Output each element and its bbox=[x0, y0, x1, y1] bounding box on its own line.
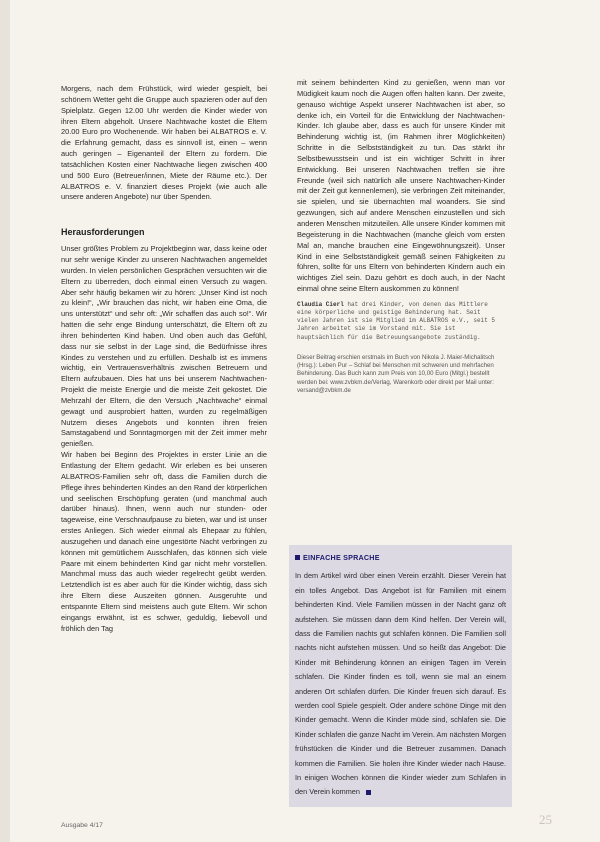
left-paragraph-2: Unser größtes Problem zu Projektbeginn war, dass keine oder nur sehr wenige Kinder zu unseren Nachtwachen angemeldet wurden. In vielen persönlichen Gesprächen versuchten wir die Eltern zu überreden, doch einmal einen Versuch zu wagen. Aber sehr häufig bekamen wir zu hören: „Unser Kind ist noch zu klein!“, „Wir brauchen das nicht, wir haben eine Oma, die uns unterstützt“ und sehr oft: „Wir schaffen das auch so!“. Wir hatten die sehr enge Bindung unterschätzt, die Eltern oft zu ihren behinderten Kind haben. Und oben auch das Gefühl, dass nur sie selbst in der Lage sind, die Bedürfnisse ihres Kindes zu verstehen und zu erfüllen. Deshalb ist es immens wichtig, ein Vertrauensverhältnis zwischen Betreuern und Eltern aufzubauen. Dies hat uns bei unserem Nachtwachen-Projekt die meiste Energie und die meiste Zeit gekostet. Die Mehrzahl der Eltern, die den Versuch „Nachtwache“ einmal gewagt und ausprobiert hatten, wurden zu regelmäßigen Nutzern dieses Angebots und konnten ihren freien Samstagabend und Sonntagmorgen mit der Zeit immer mehr genießen. bbox=[61, 244, 267, 449]
author-bio: hat drei Kinder, von denen das Mittlere eine körperliche und geistige Behinderung hat. Seit vielen Jahren ist sie Mitglied im ALBATROS e.V., seit 5 Jahren arbeitet sie im Vorstand mit. Sie ist hauptsächlich für die Betreuungsangebote zuständig. bbox=[297, 300, 496, 341]
page-number: 25 bbox=[539, 812, 552, 827]
issue-label: Ausgabe 4/17 bbox=[61, 822, 103, 829]
end-square-icon bbox=[366, 790, 371, 795]
left-paragraph-1: Morgens, nach dem Frühstück, wird wieder gespielt, bei schönem Wetter geht die Gruppe auch spazieren oder auf den Spielplatz. Gegen 12.00 Uhr werden die Kinder wieder von ihren Eltern abgeholt. Unsere Nachtwache kostet die Eltern 20.00 Euro pro Wochenende. Wir haben bei ALBATROS e. V. die Erfahrung gemacht, dass es sinnvoll ist, einen – wenn auch geringen – Eigenanteil der Eltern zu fordern. Die tatsächlichen Kosten einer Nachtwache liegen zwischen 400 und 500 Euro (Betreuer/innen, Miete der Räume etc.). Der ALBATROS e. V. finanziert dieses Projekt (wie auch alle unsere anderen Angebote) nur über Spenden. bbox=[61, 84, 267, 202]
page-binding-edge bbox=[0, 0, 10, 842]
right-paragraph-1: mit seinem behinderten Kind zu genießen, wenn man vor Müdigkeit kaum noch die Augen offen halten kann. Der zweite, genauso wichtige Aspekt unserer Nachtwachen ist aber, so denke ich, ein Vorteil für die Entwicklung der Nachtwachen-Kinder. Ich glaube aber, dass es auch für unsere Kinder mit Behinderung wichtig ist, (im Rahmen ihrer Möglichkeiten) Schritte in die Selbstständigkeit zu tun. Das stärkt ihr Selbstbewusstsein und ist ein wichtiger Schritt in ihrer Entwicklung. Bei unseren Nachtwachen treffen sie ihre Freunde (weil sich natürlich alle unsere Nachtwachen-Kinder mit der Zeit gut kennenlernen), sie verbringen Zeit miteinander, sie spielen, und sie übernachten mal woanders. Sie sind gezwungen, sich auf andere Menschen einzustellen und sich anderen Menschen mitzuteilen. Alle unsere Kinder kommen mit Begeisterung in die Nachtwachen (manche gleich vom ersten Mal an, manche brauchen eine Eingewöhnungszeit). Unser Kind in eine Selbstständigkeit gemäß seinen Fähigkeiten zu führen, sollte für uns Eltern von behinderten Kindern auch ein wichtiges Ziel sein. Dazu gehört es doch auch, in der Nacht einmal ohne seine Eltern auskommen zu können! bbox=[297, 78, 505, 294]
right-column bbox=[297, 78, 505, 395]
left-column bbox=[61, 84, 267, 635]
author-name: Claudia Cierl bbox=[297, 300, 344, 308]
simple-language-heading bbox=[295, 553, 506, 562]
square-bullet-icon bbox=[295, 555, 300, 560]
author-note bbox=[297, 301, 505, 342]
simple-language-box bbox=[289, 545, 512, 807]
simple-language-title: EINFACHE SPRACHE bbox=[303, 553, 380, 562]
simple-language-body: In dem Artikel wird über einen Verein erzählt. Dieser Verein hat ein tolles Angebot. Das Angebot ist für Familien mit einem behinderten Kind. Viele Familien müssen in der Nacht ganz oft aufstehen. Sie müssen dann dem Kind helfen. Der Verein will, dass die Familien nachts gut schlafen können. Die Familien soll nachts nicht aufstehen müssen. Und so heißt das Angebot: Die Kinder mit Behinderung können an einigen Tagen im Verein schlafen. Die Kinder finden es toll, wenn sie mal an einem anderen Ort schlafen dürfen. Die Kinder freuen sich darauf. Es werden cool Spiele gespielt. Oder andere schöne Dinge mit den Kinder gemacht. Wenn die Kinder müde sind, schlafen sie. Die Kinder schlafen die ganze Nacht im Verein. Am nächsten Morgen frühstücken die Kinder und die Betreuer zusammen. Danach kommen die Familien. Sie holen ihre Kinder wieder nach Hause. In einigen Wochen können die Kinder wieder zum Schlafen in den Verein kommen bbox=[295, 571, 506, 797]
section-heading: Herausforderungen bbox=[61, 227, 145, 238]
simple-language-text bbox=[295, 569, 506, 800]
book-note: Dieser Beitrag erschien erstmals im Buch von Nikola J. Maier-Michalitsch (Hrsg.): Leben Pur – Schlaf bei Menschen mit schweren und mehrfachen Behinderung. Das Buch kann zum Preis von 10,00 Euro (Mitgl.) bestellt werden bei: www.zvbkm.de/Verlag, Warenkorb oder direkt per Mail unter: versand@zvbkm.de bbox=[297, 353, 495, 395]
left-paragraph-3: Wir haben bei Beginn des Projektes in erster Linie an die Entlastung der Eltern gedacht. Wir erleben es bei unseren ALBATROS-Familien sehr oft, dass die Familien durch die Pflege ihres behinderten Kindes an den Rand der körperlichen und seelischen Erschöpfung geraten (und manchmal auch darüber hinaus). Ihnen, wenn auch nur stunden- oder tageweise, eine Verschnaufpause zu bieten, war und ist unser erstes Anliegen. Sich wieder einmal als Ehepaar zu fühlen, auszugehen und danach eine ungestörte Nacht verbringen zu können mit gemütlichem Ausschlafen, das können sich viele Paare mit einem behinderten Kind gar nicht mehr vorstellen. Manchmal muss das auch wieder regelrecht geübt werden. Letztendlich ist es aber auch für die Kinder wichtig, dass sich ihre Eltern diese Auszeiten gönnen. Ausgeruhte und entspannte Eltern sind meistens auch gute Eltern. Wir schon eingangs erwähnt, ist es schwer, geduldig, liebevoll und fröhlich den Tag bbox=[61, 450, 267, 633]
